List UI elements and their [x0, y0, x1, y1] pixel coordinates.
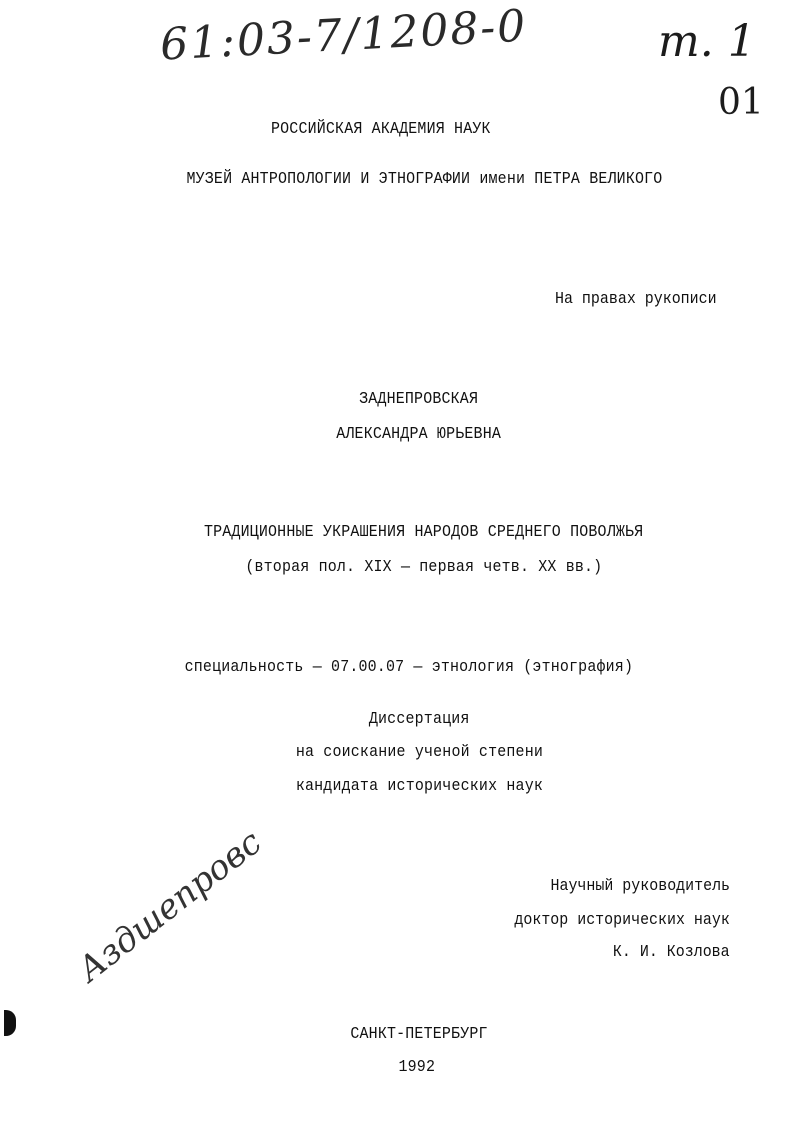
supervisor-degree: доктор исторических наук	[514, 911, 730, 930]
archive-mark: 61:03-7/1208-0	[158, 0, 529, 71]
thesis-period: (вторая пол. XIX — первая четв. XX вв.)	[245, 558, 603, 577]
scan-edge-mark	[4, 1010, 16, 1036]
thesis-title: ТРАДИЦИОННЫЕ УКРАШЕНИЯ НАРОДОВ СРЕДНЕГО ПОВОЛЖЬЯ	[204, 523, 644, 542]
city: САНКТ-ПЕТЕРБУРГ	[350, 1025, 488, 1044]
specialty: специальность — 07.00.07 — этнология (этнография)	[184, 658, 634, 677]
document-type: Диссертация	[368, 710, 470, 729]
volume-mark: т. 1	[658, 16, 756, 67]
author-name: АЛЕКСАНДРА ЮРЬЕВНА	[336, 425, 502, 444]
supervisor-name: К. И. Козлова	[613, 943, 730, 962]
degree-line-2: кандидата исторических наук	[295, 777, 543, 796]
supervisor-role: Научный руководитель	[550, 877, 730, 896]
copy-mark: 01	[718, 82, 764, 123]
degree-line-1: на соискание ученой степени	[295, 743, 543, 762]
museum-name: МУЗЕЙ АНТРОПОЛОГИИ И ЭТНОГРАФИИ имени ПЕТРА ВЕЛИКОГО	[186, 170, 662, 189]
manuscript-rights: На правах рукописи	[555, 290, 717, 309]
year: 1992	[398, 1058, 436, 1077]
institution-name: РОССИЙСКАЯ АКАДЕМИЯ НАУК	[271, 120, 491, 139]
author-signature: Аздшепровс	[70, 822, 270, 990]
author-surname: ЗАДНЕПРОВСКАЯ	[359, 390, 479, 409]
